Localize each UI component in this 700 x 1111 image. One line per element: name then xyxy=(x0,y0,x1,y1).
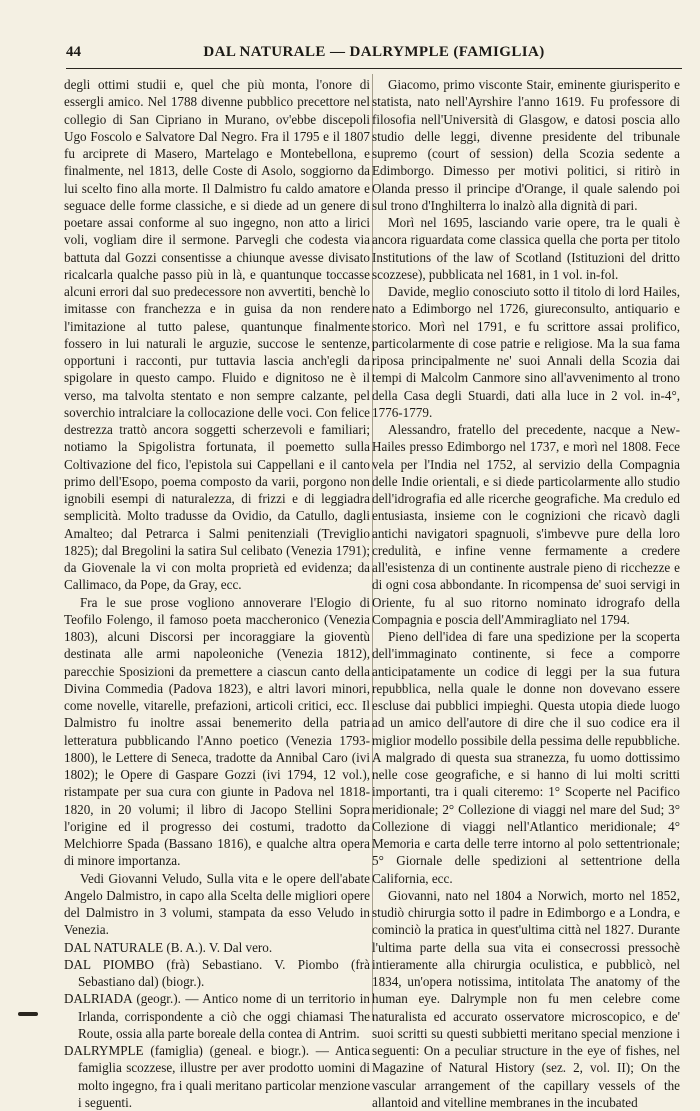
paragraph: Alessandro, fratello del precedente, nacque a New-Hailes presso Edimborgo nel 1737, e morì nel 1808. Fece vela per l'India nel 1752, al servizio della Compagnia delle Indie orientali, e si diede particolarmente allo studio dell'idrografia ed alle ricerche geografiche. Ma credulo ed entusiasta, insieme con le cognizioni che ricavò dagli antichi navigatori spagnuoli, s'imbevve pure della loro credulità, e infine venne fermamente a credere all'esistenza di un continente australe pieno di ricchezze e di ogni cosa abbondante. In ricompensa de' suoi servigi in Oriente, fu al suo ritorno nominato idrografo della Compagnia e poscia dell'Ammiragliato nel 1794. xyxy=(372,422,680,627)
scan-mark xyxy=(18,1012,38,1016)
paragraph: Davide, meglio conosciuto sotto il titolo di lord Hailes, nato a Edimborgo nel 1726, giureconsulto, antiquario e storico. Morì nel 1791, e fu scrittore assai prolifico, particolarmente di cose patrie e religiose. Ma la sua fama riposa principalmente ne' suoi Annali della Scozia dai tempi di Malcolm Canmore sino all'avvenimento al trono della Casa degli Stuardi, dati alla luce in 2 vol. in-4°, 1776-1779. xyxy=(372,284,680,420)
page-header xyxy=(66,44,682,68)
paragraph: Pieno dell'idea di fare una spedizione per la scoperta dell'immaginato continente, si fece a comporre anticipatamente un codice di leggi per la sua futura repubblica, nella quale le donne non dovevano essere escluse dai pubblici impieghi. Questa utopia diede luogo ad un amico dell'autore di dire che il suo codice era il miglior modello possibile della pessima delle repubbliche. A malgrado di questa sua stranezza, fu uomo dottissimo nelle cose geografiche, e si hanno di lui molti scritti importanti, tra i quali citeremo: 1° Scoperte nel Pacifico meridionale; 2° Collezione di viaggi nel mare del Sud; 3° Collezione di viaggi nell'Atlantico meridionale; 4° Memoria e carta delle terre intorno al polo settentrionale; 5° Giornale delle spedizioni al settentrione della California, ecc. xyxy=(372,629,680,886)
page-number: 44 xyxy=(66,44,81,60)
paragraph: Vedi Giovanni Veludo, Sulla vita e le opere dell'abate Angelo Dalmistro, in capo alla Scelta delle migliori opere del Dalmistro in 3 volumi, stampata da esso Veludo in Venezia. xyxy=(64,870,370,938)
paragraph: Fra le sue prose vogliono annoverare l'Elogio di Teofilo Folengo, il famoso poeta maccheronico (Venezia 1803), alcuni Discorsi per incoraggiare la gioventù destinata alle armi napoleoniche (Venezia 1812), parecchie Sposizioni da premettere a ciascun canto della Divina Commedia (Padova 1823), e altri lavori minori, come novelle, vitarelle, prefazioni, articoli critici, ecc. Il Dalmistro fu inoltre assai benemerito della patria letteratura pubblicando l'Anno poetico (Venezia 1793-1800), le Lettere di Seneca, tradotte da Annibal Caro (ivi 1802); le Opere di Gaspare Gozzi (ivi 1794, 12 vol.), ristampate per sua cura con giunte in Padova nel 1818-1820, in 20 volumi; il libro di Jacopo Stellini Sopra l'origine ed il progresso dei costumi, tradotto da Melchiorre Spada (Bassano 1816), e qualche altra opera di minore importanza. xyxy=(64,594,370,869)
header-rule xyxy=(66,68,682,69)
running-title: DAL NATURALE — DALRYMPLE (FAMIGLIA) xyxy=(203,44,545,60)
paragraph: Giovanni, nato nel 1804 a Norwich, morto nel 1852, studiò chirurgia sotto il padre in Edimborgo e a Londra, e cominciò la pratica in quest'ultima città nel 1827. Durante l'ultima parte della sua vita ei consecrossi pressochè intieramente alla chirurgia oculistica, e pubblicò, nel 1834, un'opera notissima, intitolata The anatomy of the human eye. Dalrymple non fu men celebre come naturalista ed accurato osservatore microscopico, e de' suoi scritti su questi subbietti meritano special menzione i seguenti: On a peculiar structure in the eye of fishes, nel Magazine of Natural History (sez. 2, vol. II); On the vascular arrangement of the capillary vessels of the allantoid and vitelline membranes in the incubated xyxy=(372,887,680,1110)
paragraph: Morì nel 1695, lasciando varie opere, tra le quali è ancora riguardata come classica quella che porta per titolo Institutions of the law of Scotland (Istituzioni del dritto scozzese), pubblicata nel 1681, in 1 vol. in-fol. xyxy=(372,215,680,282)
dictionary-entry: DAL PIOMBO (frà) Sebastiano. V. Piombo (frà Sebastiano dal) (biogr.). xyxy=(64,956,370,989)
left-column xyxy=(64,76,370,1110)
dictionary-entry: DALRIADA (geogr.). — Antico nome di un territorio in Irlanda, corrispondente a ciò che oggi chiamasi The Route, ossia alla parte boreale della contea di Antrim. xyxy=(64,991,370,1041)
right-column xyxy=(372,76,680,1110)
dictionary-entry: DALRYMPLE (famiglia) (geneal. e biogr.). — Antica famiglia scozzese, illustre per aver prodotto uomini di molto ingegno, fra i quali meritano particolar menzione i seguenti. xyxy=(64,1043,370,1110)
paragraph: degli ottimi studii e, quel che più monta, l'onore di essergli amico. Nel 1788 divenne pubblico precettore nel collegio di San Cipriano in Murano, ov'ebbe discepoli Ugo Foscolo e Salvatore Dal Negro. Fra il 1795 e il 1807 fu arciprete di Masero, Martelago e Montebellona, e finalmente, nel 1813, delle Coste di Asolo, soggiorno da lui scelto fino alla morte. Il Dalmistro fu caldo amatore e seguace delle forme classiche, e si diede ad un genere di poetare assai conforme al suo ingegno, non atto a lirici voli, vogliam dire il sermone. Parvegli che codesta via battuta dal Gozzi consentisse a chiunque avesse divisato ricalcarla qualche passo più in là, e quantunque toccasse alcuni errori dal suo predecessore non avvertiti, benchè lo imitasse con franchezza e in guisa da non rendere l'imitazione al tutto palese, quantunque finalmente fossero in lui naturali le arguzie, succose le sentenze, opportuni i racconti, pur tuttavia lascia anch'egli da spigolare in questo campo. Fluido e dignitoso ne è il verso, ma talvolta stentato e non sempre calzante, pel soverchio intralciare la collocazione delle voci. Con felice destrezza trattò ancora soggetti scherzevoli e familiari; notiamo la Spigolistra fortunata, il poemetto sulla Coltivazione del fico, l'epistola sui Cappellani e il canto primo dell'Esopo, poema composto da varii, porgono non ignobili esempi di naturalezza, di frizzi e di leggiadra semplicità. Molto tradusse da Ovidio, da Catullo, dagli Amalteo; dal Petrarca i Salmi penitenziali (Treviglio 1825); dal Bregolini la satira Sul celibato (Venezia 1791); da Giovenale la vi con molta proprietà ed evidenza; da Callimaco, da Pope, da Gray, ecc. xyxy=(64,77,370,593)
dictionary-entry: DAL NATURALE (B. A.). V. Dal vero. xyxy=(64,939,273,955)
paragraph: Giacomo, primo visconte Stair, eminente giurisperito e statista, nato nell'Ayrshire l'anno 1619. Fu professore di filosofia nell'Università di Glasgow, e datosi poscia allo studio delle leggi, divenne presidente del tribunale supremo (court of session) della Scozia sedente a Edimborgo. Dimesso per motivi politici, si ritirò in Olanda presso il principe d'Orange, il quale salendo poi sul trono d'Inghilterra lo inalzò alla dignità di pari. xyxy=(372,77,680,213)
